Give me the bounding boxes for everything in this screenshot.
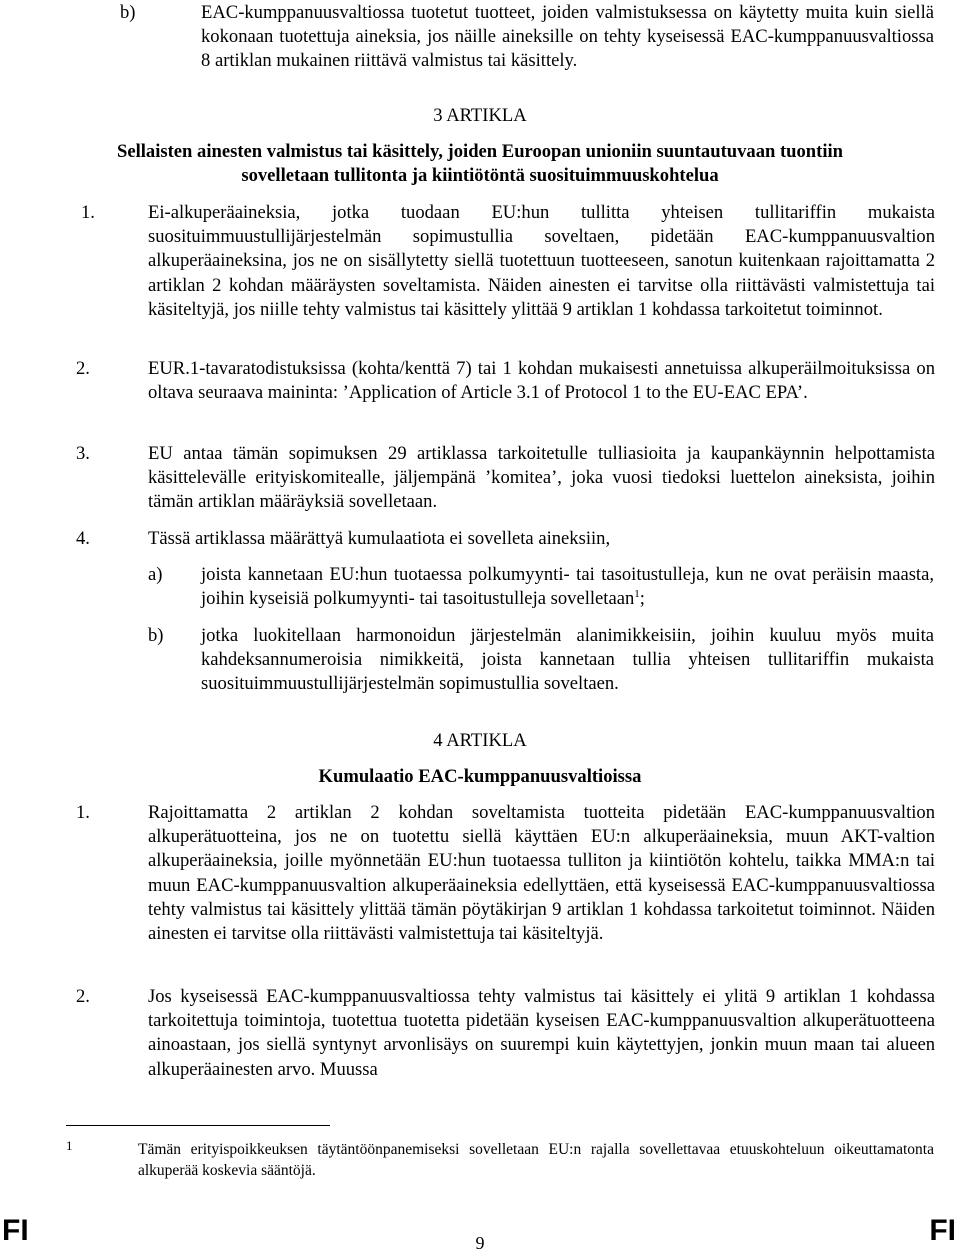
language-code-right: FI (929, 1214, 956, 1247)
art3-p3-text: EU antaa tämän sopimuksen 29 artiklassa tarkoitetulle tulliasioita ja kaupankäynnin helpottamista käsittelevälle erityiskomitealle, jäljempänä ’komitea’, joka vuosi tiedoksi luettelon aineksista, joihin tämän artiklan määräyksiä sovelletaan. (148, 443, 935, 513)
art4-p2-text: Jos kyseisessä EAC-kumppanuusvaltiossa tehty valmistus tai käsittely ei ylitä 9 artiklan 1 kohdassa tarkoitettuja toimintoja, tuotettua tuotetta pidetään kyseisen EAC-kumppanuusvaltion alkuperätuotteena ainoastaan, jos siellä syntynyt arvonlisäys on suurempi kuin käytettyjen, jonkin muun maan tai alueen alkuperäainesten arvo. Muussa (148, 986, 935, 1080)
art4-p1-number: 1. (76, 802, 90, 823)
page-number: 9 (475, 1233, 485, 1253)
footnote-text: Tämän erityispoikkeuksen täytäntöönpanemiseksi sovelletaan EU:n rajalla sovellettavaa etuuskohteluun oikeuttamatonta alkuperää koskevia sääntöjä. (138, 1141, 934, 1179)
art3-p2-text: EUR.1-tavaratodistuksissa (kohta/kenttä 7) tai 1 kohdan mukaisesti annetuissa alkuperäilmoituksissa on oltava seuraava maininta: ’Application of Article 3.1 of Protocol 1 to the EU-EAC EPA’. (148, 358, 935, 404)
language-code-left: FI (2, 1214, 29, 1247)
article-4-heading: 4 ARTIKLA (433, 730, 527, 751)
article-4-title: Kumulaatio EAC-kumppanuusvaltioissa (318, 766, 642, 787)
art3-p4-text: Tässä artiklassa määrättyä kumulaatiota ei sovelleta aineksiin, (148, 528, 611, 549)
footnote-separator (66, 1125, 330, 1126)
art3-item-b-text: jotka luokitellaan harmonoidun järjestelmän alanimikkeisiin, joihin kuuluu myös muita kahdeksannumeroisia nimikkeitä, joista kannetaan tullia yhteisen tullitariffin mukaista suosituimmuustullijärjestelmän sopimustullia soveltaen. (201, 625, 934, 695)
art4-p1-text: Rajoittamatta 2 artiklan 2 kohdan soveltamista tuotteita pidetään EAC-kumppanuusvaltion alkuperätuotteina, jos ne on tuotettu siellä käyttäen EU:n alkuperäaineksia, muun AKT-valtion alkuperäaineksia, joille myönnetään EU:hun tuotaessa tulliton ja kiintiötön kohtelu, taikka MMA:n tai muun EAC-kumppanuusvaltion alkuperäaineksia edellyttäen, että kyseisessä EAC-kumppanuusvaltiossa tehty valmistus tai käsittely ylittää tämän pöytäkirjan 9 artiklan 1 kohdassa tarkoitetut toiminnot. Näiden ainesten ei tarvitse olla riittävästi valmistettuja tai käsiteltyjä. (148, 802, 935, 945)
art3-p4-number: 4. (76, 528, 90, 549)
art4-p2-number: 2. (76, 986, 90, 1007)
footnote-ref: 1 (634, 588, 640, 601)
art3-p3-number: 3. (76, 443, 90, 464)
article-3-title: Sellaisten ainesten valmistus tai käsittely, joiden Euroopan unioniin suuntautuvaan tuontiin sovelletaan tullitonta ja kiintiötöntä suosituimmuuskohtelua (116, 141, 844, 187)
article-3-heading: 3 ARTIKLA (433, 105, 527, 126)
item-label-b: b) (120, 2, 136, 23)
art3-p1-number: 1. (81, 202, 95, 223)
art3-p1-text: Ei-alkuperäaineksia, jotka tuodaan EU:hun tullitta yhteisen tullitariffin mukaista suosituimmuustullijärjestelmän sopimustullia soveltaen, pidetään EAC-kumppanuusvaltion alkuperäaineksina, jos ne on sisällytetty siellä tuotettuun tuotteeseen, sanotun kuitenkaan rajoittamatta 2 artiklan 2 kohdan määräysten soveltamista. Näiden ainesten ei tarvitse olla riittävästi valmistettuja tai käsiteltyjä, jos niille tehty valmistus tai käsittely ylittää 9 artiklan 1 kohdassa tarkoitetut toiminnot. (148, 202, 935, 320)
footnote-number: 1 (66, 1138, 73, 1153)
art3-item-a-text: joista kannetaan EU:hun tuotaessa polkumyynti- tai tasoitustulleja, kun ne ovat peräisin maasta, joihin kyseisiä polkumyynti- tai tasoitustulleja sovelletaan$^1$; (201, 564, 934, 610)
item-text-b: EAC-kumppanuusvaltiossa tuotetut tuotteet, joiden valmistuksessa on käytetty muita kuin siellä kokonaan tuotettuja aineksia, jos näille aineksille on tehty kyseisessä EAC-kumppanuusvaltiossa 8 artiklan mukainen riittävä valmistus tai käsittely. (201, 2, 934, 72)
art3-item-b-label: b) (148, 625, 164, 646)
art3-p2-number: 2. (76, 358, 90, 379)
art3-item-a-label: a) (148, 564, 163, 585)
